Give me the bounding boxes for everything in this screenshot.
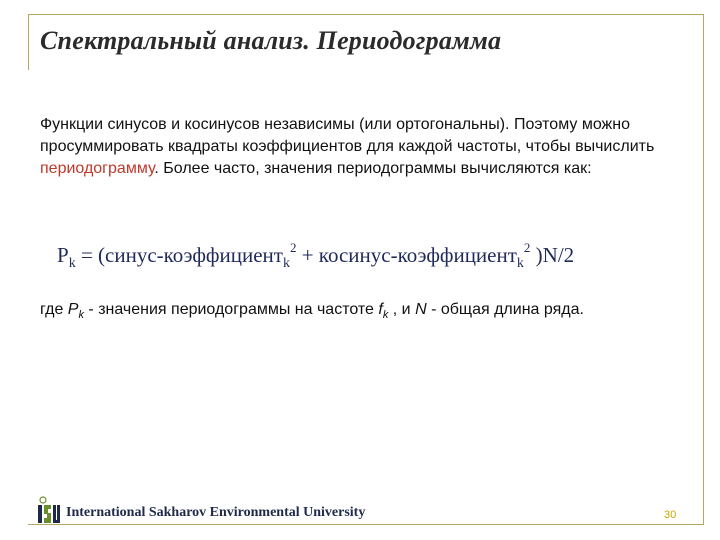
university-logo-icon xyxy=(37,496,61,524)
intro-text-start: Функции синусов и косинусов независимы (или ортогональны). Поэтому можно просуммировать квадраты коэффициентов для каждой частоты, чтобы вычислить xyxy=(40,116,655,155)
desc-part4: - общая длина ряда. xyxy=(426,301,584,318)
formula-cosine-subscript: k xyxy=(516,256,524,271)
desc-p-symbol: P xyxy=(67,301,79,318)
formula-sine-subscript: k xyxy=(282,256,290,271)
formula-cosine-exponent: 2 xyxy=(523,240,531,255)
slide-title: Спектральный анализ. Периодограмма xyxy=(40,26,502,55)
desc-part1: где xyxy=(40,301,68,318)
frame-left-line xyxy=(28,14,29,70)
desc-f-symbol: f xyxy=(378,301,383,318)
desc-f-subscript: k xyxy=(382,309,389,321)
frame-right-line xyxy=(703,14,704,524)
formula-cosine-term: + косинус-коэффициент xyxy=(296,243,517,267)
desc-p-subscript: k xyxy=(78,309,84,321)
intro-paragraph xyxy=(40,114,680,180)
formula-sine-exponent: 2 xyxy=(289,240,297,255)
page-number: 30 xyxy=(664,509,677,521)
desc-part3: , и xyxy=(388,301,416,318)
periodogram-formula xyxy=(57,240,574,272)
university-name: International Sakharov Environmental University xyxy=(66,505,366,520)
frame-top-line xyxy=(28,14,704,15)
formula-sine-term: = (синус-коэффициент xyxy=(75,243,283,267)
formula-close: )N/2 xyxy=(530,243,575,267)
periodogram-highlight: периодограмму xyxy=(40,160,155,177)
desc-part2: - значения периодограммы на частоте xyxy=(83,301,379,318)
formula-description xyxy=(40,298,690,327)
frame-bottom-line xyxy=(28,524,704,525)
formula-lhs-subscript: k xyxy=(68,256,76,271)
formula-lhs: P xyxy=(57,243,69,267)
desc-n-symbol: N xyxy=(415,301,427,318)
intro-text-end: . Более часто, значения периодограммы вычисляются как: xyxy=(154,160,592,177)
